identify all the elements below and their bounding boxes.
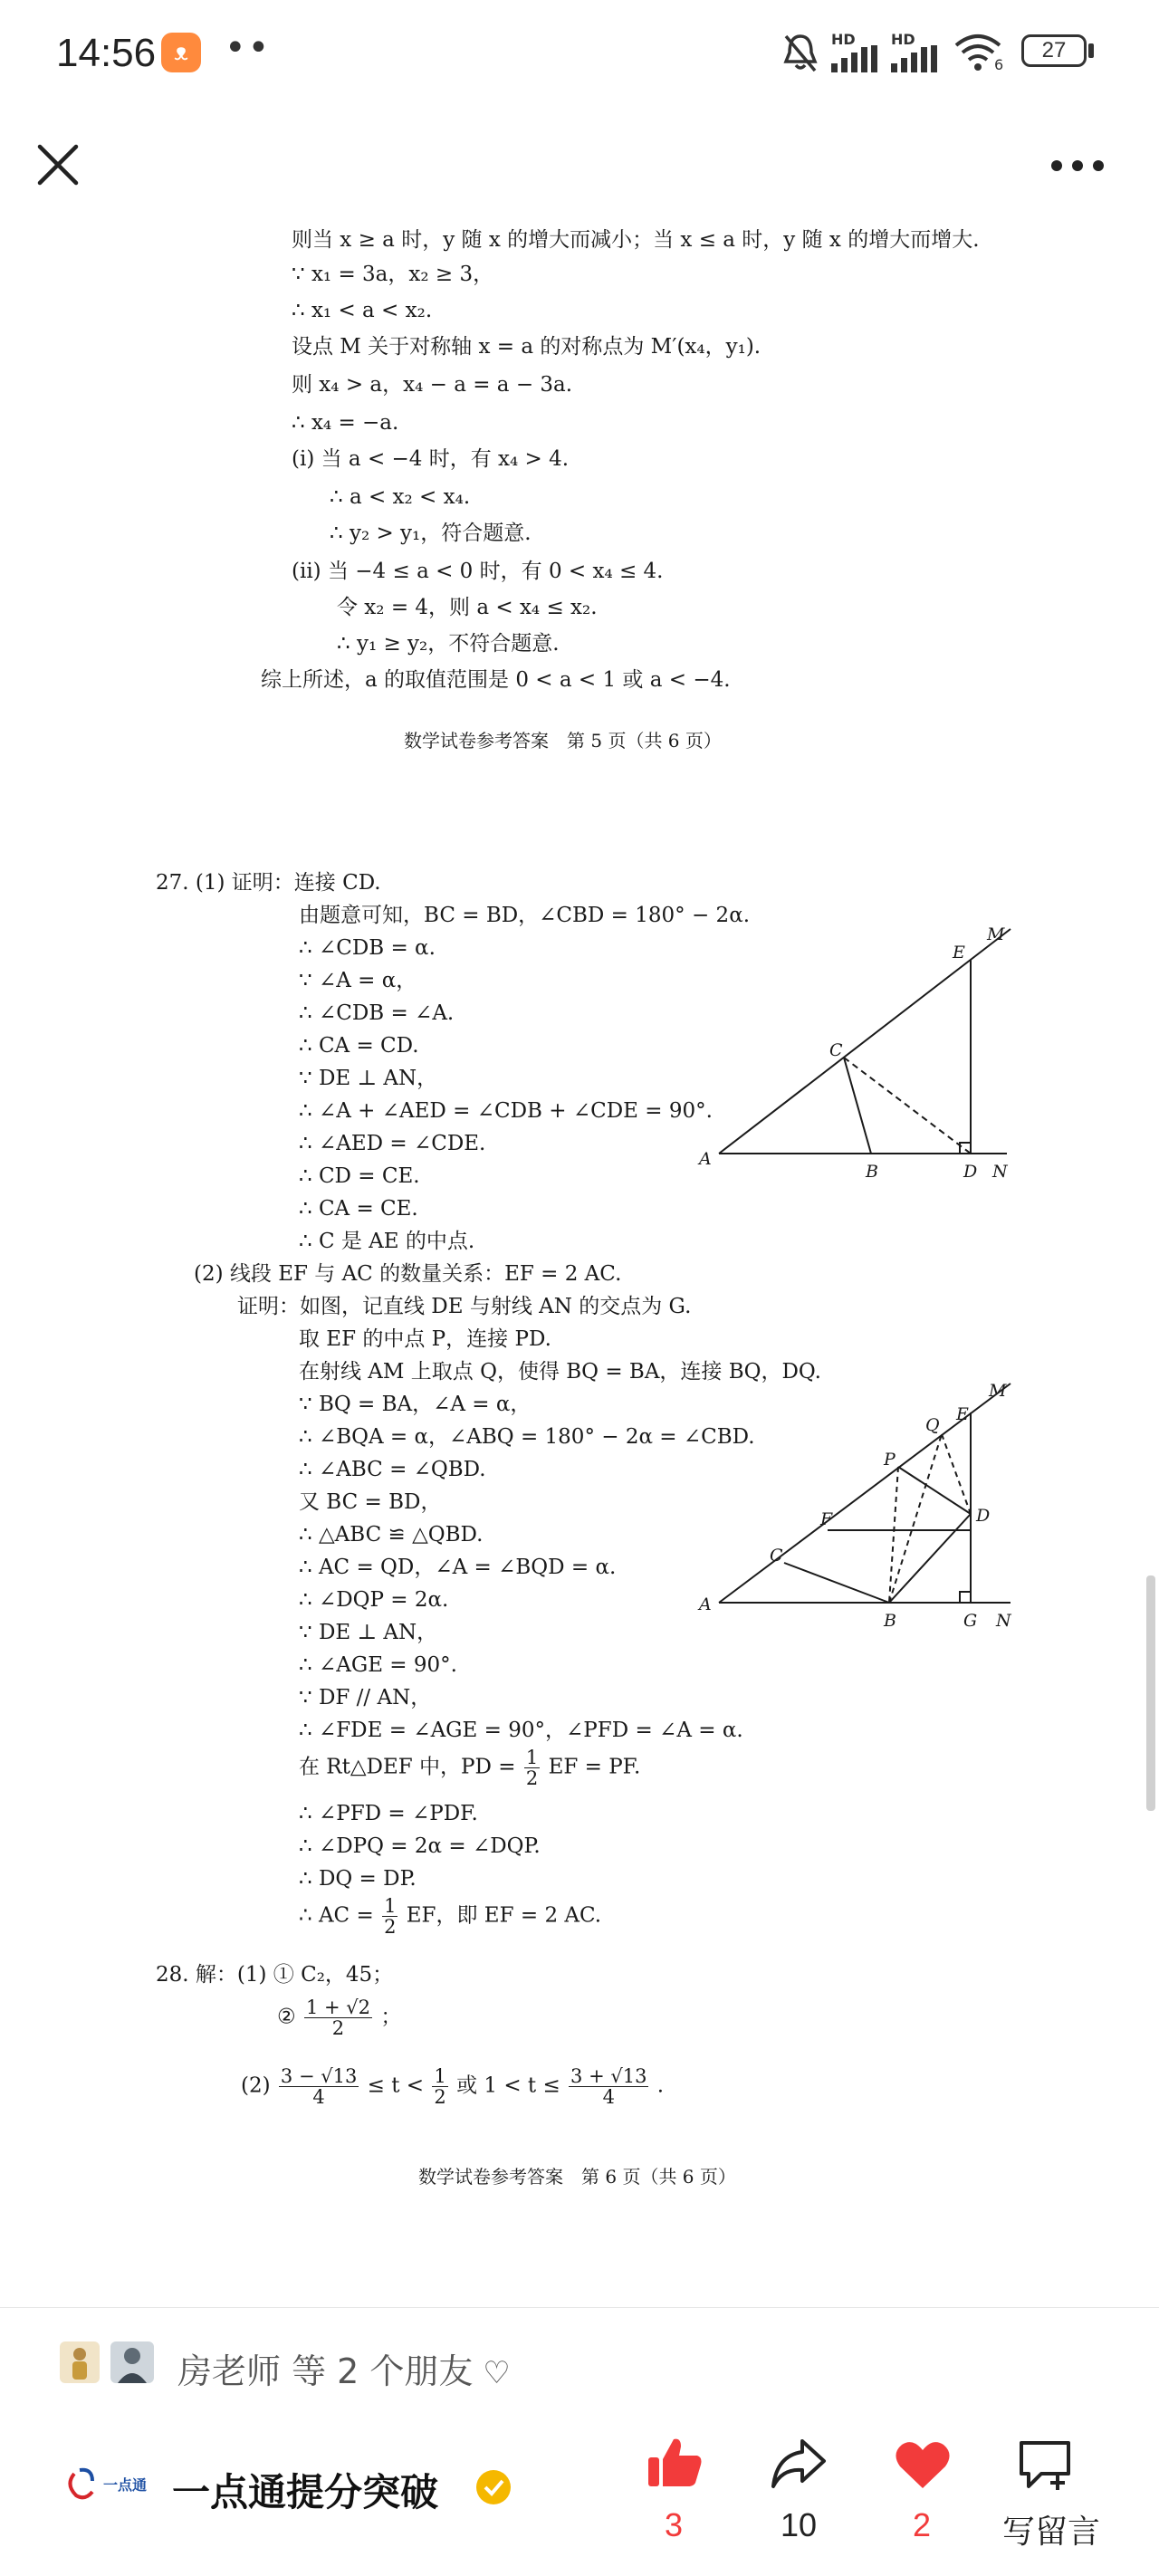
q28-mid1: ≤ t <: [367, 2073, 425, 2098]
q27-line: ∴ ∠CDB = α.: [299, 936, 436, 960]
geometry-figure-1: [697, 924, 1023, 1422]
heart-icon[interactable]: [893, 2437, 953, 2492]
q27-line: ∵ DE ⊥ AN，: [299, 1067, 438, 1090]
signal-hd-label-2: HD: [891, 31, 915, 48]
friend-avatar-1[interactable]: [60, 2341, 100, 2383]
q28-fraction: [304, 1997, 372, 2038]
q27-line: 在射线 AM 上取点 Q，使得 BQ = BA，连接 BQ，DQ.: [299, 1360, 821, 1384]
label-b: B: [884, 1611, 896, 1631]
segment-pb: [889, 1467, 898, 1603]
frac-den: 2: [384, 1916, 397, 1939]
label-p: P: [884, 1450, 896, 1470]
publisher-name[interactable]: 一点通提分突破: [172, 2470, 439, 2514]
ac-line-pre: ∴ AC =: [299, 1903, 374, 1928]
segment-bq: [889, 1434, 942, 1603]
label-e: E: [956, 1404, 969, 1424]
p5-line: 则当 x ≥ a 时，y 随 x 的增大而减小；当 x ≤ a 时，y 随 x 的增大而增大.: [292, 228, 980, 252]
ac-line-post: EF，即 EF = 2 AC.: [406, 1903, 602, 1928]
share-icon[interactable]: [770, 2436, 828, 2492]
q27-line: ∴ ∠ABC = ∠QBD.: [299, 1458, 486, 1481]
q27-line: ∴ ∠A + ∠AED = ∠CDB + ∠CDE = 90°.: [299, 1099, 713, 1123]
frac-den: 4: [312, 2086, 325, 2109]
q27-line: ∴ ∠DPQ = 2α = ∠DQP.: [299, 1834, 541, 1858]
q28-line2: [277, 1997, 401, 2038]
p5-line: 综上所述，a 的取值范围是 0 < a < 1 或 a < −4.: [261, 668, 731, 692]
frac-den: 2: [434, 2086, 446, 2109]
label-c: C: [829, 1040, 843, 1060]
bottom-bar: [0, 2307, 1159, 2576]
scrollbar-thumb[interactable]: [1146, 1575, 1155, 1811]
q28-end: .: [656, 2073, 665, 2098]
label-m: M: [989, 1381, 1007, 1401]
q27-line: ∴ CD = CE.: [299, 1164, 420, 1188]
segment-cd: [844, 1058, 971, 1154]
ray-am: [719, 929, 1011, 1154]
notification-dots-icon: ••: [225, 27, 272, 69]
q27-line: ∴ CA = CD.: [299, 1034, 419, 1058]
p5-line: (i) 当 a < −4 时，有 x₄ > 4.: [292, 447, 570, 471]
q28-mid2: 或 1 < t ≤: [456, 2073, 560, 2098]
frac-den: 4: [602, 2086, 615, 2109]
p5-line: ∴ x₄ = −a.: [292, 411, 399, 435]
frac-num: 1 + √2: [305, 1997, 370, 2018]
status-bar: [0, 0, 1159, 109]
label-a: A: [699, 1149, 712, 1169]
label-d: D: [963, 1162, 978, 1182]
article-body: [0, 226, 1159, 2307]
q27-line: ∴ ∠AED = ∠CDE.: [299, 1132, 486, 1155]
friends-liked-text[interactable]: [177, 2343, 511, 2393]
heart-outline-icon: ♡: [473, 2355, 511, 2391]
p5-line: (ii) 当 −4 ≤ a < 0 时，有 0 < x₄ ≤ 4.: [292, 560, 664, 583]
label-d: D: [976, 1506, 991, 1526]
q27-line: ∴ CA = CE.: [299, 1197, 418, 1221]
label-c: C: [770, 1546, 783, 1566]
nav-bar: [0, 109, 1159, 226]
signal-hd-label-1: HD: [831, 31, 856, 48]
q28-fraction: [569, 2066, 648, 2107]
p5-line: 则 x₄ > a，x₄ − a = a − 3a.: [292, 373, 573, 397]
battery-icon: 27: [1021, 34, 1087, 67]
q27-line: 27. (1) 证明：连接 CD.: [156, 871, 381, 895]
rt-line-post: EF = PF.: [548, 1755, 641, 1779]
rt-line-pre: 在 Rt△DEF 中，PD =: [299, 1755, 516, 1779]
mute-bell-icon: [781, 31, 820, 74]
p5-line: ∴ a < x₂ < x₄.: [330, 485, 471, 509]
label-g: G: [963, 1611, 978, 1631]
q28-line3: [241, 2066, 664, 2107]
verified-badge-icon: [474, 2468, 512, 2506]
page5-footer: 数学试卷参考答案 第 5 页（共 6 页）: [404, 730, 722, 752]
q28-line2-post: ；: [380, 2005, 402, 2029]
frac-num: 3 − √13: [280, 2065, 358, 2087]
frac-num: 1: [525, 1747, 539, 1768]
frac-den: 2: [331, 2017, 345, 2040]
ac-line: [299, 1896, 601, 1937]
publisher-logo[interactable]: [65, 2465, 150, 2504]
geometry-figure-2: [697, 1376, 1023, 1883]
q27-line: (2) 线段 EF 与 AC 的数量关系：EF = 2 AC.: [194, 1262, 622, 1286]
frac-num: 1: [384, 1895, 397, 1917]
half-fraction: [382, 1896, 398, 1937]
q27-line: ∴ ∠AGE = 90°.: [299, 1653, 457, 1677]
q27-line: 证明：如图，记直线 DE 与射线 AN 的交点为 G.: [237, 1295, 692, 1318]
q27-line: ∵ DF // AN，: [299, 1686, 432, 1709]
label-m: M: [987, 924, 1005, 944]
friend-avatar-figure-icon: [60, 2341, 100, 2383]
like-count: 3: [664, 2506, 684, 2543]
thumbs-up-icon[interactable]: [645, 2432, 704, 2492]
q27-line: 取 EF 的中点 P，连接 PD.: [299, 1327, 551, 1351]
friend-avatar-2[interactable]: [110, 2341, 154, 2383]
q28-fraction: [432, 2066, 447, 2107]
battery-tip: [1088, 43, 1094, 58]
cell-signal-1-icon: [831, 45, 882, 72]
p5-line: ∴ x₁ < a < x₂.: [292, 299, 433, 322]
label-n: N: [992, 1162, 1008, 1182]
label-q: Q: [925, 1415, 940, 1435]
q28-line1: 28. 解：(1) ① C₂，45；: [156, 1963, 394, 1987]
q27-line: ∵ DE ⊥ AN，: [299, 1621, 438, 1644]
q27-line: ∴ AC = QD，∠A = ∠BQD = α.: [299, 1556, 617, 1579]
q27-line: ∴ ∠DQP = 2α.: [299, 1588, 449, 1612]
q28-part2-label: (2): [241, 2073, 271, 2098]
q27-line: 由题意可知，BC = BD，∠CBD = 180° − 2α.: [299, 904, 751, 927]
half-fraction: [524, 1748, 540, 1788]
favorite-count: 2: [912, 2506, 932, 2543]
frac-den: 2: [525, 1767, 539, 1790]
comment-label[interactable]: 写留言: [1001, 2514, 1100, 2551]
p5-line: ∵ x₁ = 3a，x₂ ≥ 3，: [292, 263, 494, 286]
friends-text: 房老师 等 2 个朋友: [177, 2351, 474, 2391]
segment-cb: [844, 1058, 871, 1154]
app-notification-icon: ᴥ: [161, 33, 201, 72]
label-f: F: [820, 1509, 833, 1529]
q27-line: ∵ ∠A = α，: [299, 969, 417, 992]
more-icon[interactable]: [1050, 159, 1105, 172]
label-a: A: [699, 1594, 712, 1614]
p5-line: ∴ y₁ ≥ y₂，不符合题意.: [337, 632, 560, 656]
q27-line: ∴ ∠FDE = ∠AGE = 90°，∠PFD = ∠A = α.: [299, 1719, 743, 1742]
segment-pd: [898, 1467, 971, 1514]
segment-cb: [784, 1563, 889, 1603]
friend-avatar-person-icon: [110, 2341, 154, 2383]
label-e: E: [953, 943, 965, 962]
q28-circled-2: ②: [277, 2005, 296, 2029]
q27-line: ∴ DQ = DP.: [299, 1867, 417, 1891]
q27-line: ∵ BQ = BA，∠A = α，: [299, 1393, 532, 1416]
segment-bd: [889, 1514, 971, 1603]
publisher-logo-text: 一点通: [103, 2476, 148, 2494]
segment-qd: [942, 1434, 971, 1514]
label-b: B: [866, 1162, 878, 1182]
frac-num: 1: [434, 2065, 446, 2087]
q27-line: ∴ ∠BQA = α，∠ABQ = 180° − 2α = ∠CBD.: [299, 1425, 755, 1449]
page6-footer: 数学试卷参考答案 第 6 页（共 6 页）: [418, 2166, 736, 2188]
q27-line: ∴ C 是 AE 的中点.: [299, 1230, 475, 1253]
cell-signal-2-icon: [891, 45, 942, 72]
share-count: 10: [780, 2506, 818, 2543]
rt-line: [299, 1748, 640, 1788]
comment-add-icon[interactable]: [1016, 2437, 1076, 2492]
status-time: 14:56: [56, 31, 157, 75]
p5-line: ∴ y₂ > y₁，符合题意.: [330, 522, 532, 545]
close-icon[interactable]: [36, 143, 80, 187]
right-angle-mark: [960, 1592, 971, 1603]
label-n: N: [996, 1611, 1011, 1631]
p5-line: 令 x₂ = 4，则 a < x₄ ≤ x₂.: [337, 596, 598, 619]
frac-num: 3 + √13: [570, 2065, 647, 2087]
q27-line: ∴ ∠PFD = ∠PDF.: [299, 1802, 478, 1825]
q27-line: ∴ ∠CDB = ∠A.: [299, 1001, 455, 1025]
q27-line: ∴ △ABC ≌ △QBD.: [299, 1523, 484, 1547]
p5-line: 设点 M 关于对称轴 x = a 的对称点为 M′(x₄，y₁).: [292, 335, 761, 359]
wifi-sub-label: 6: [994, 56, 1004, 73]
q27-line: 又 BC = BD，: [299, 1490, 442, 1514]
q28-fraction: [279, 2066, 359, 2107]
